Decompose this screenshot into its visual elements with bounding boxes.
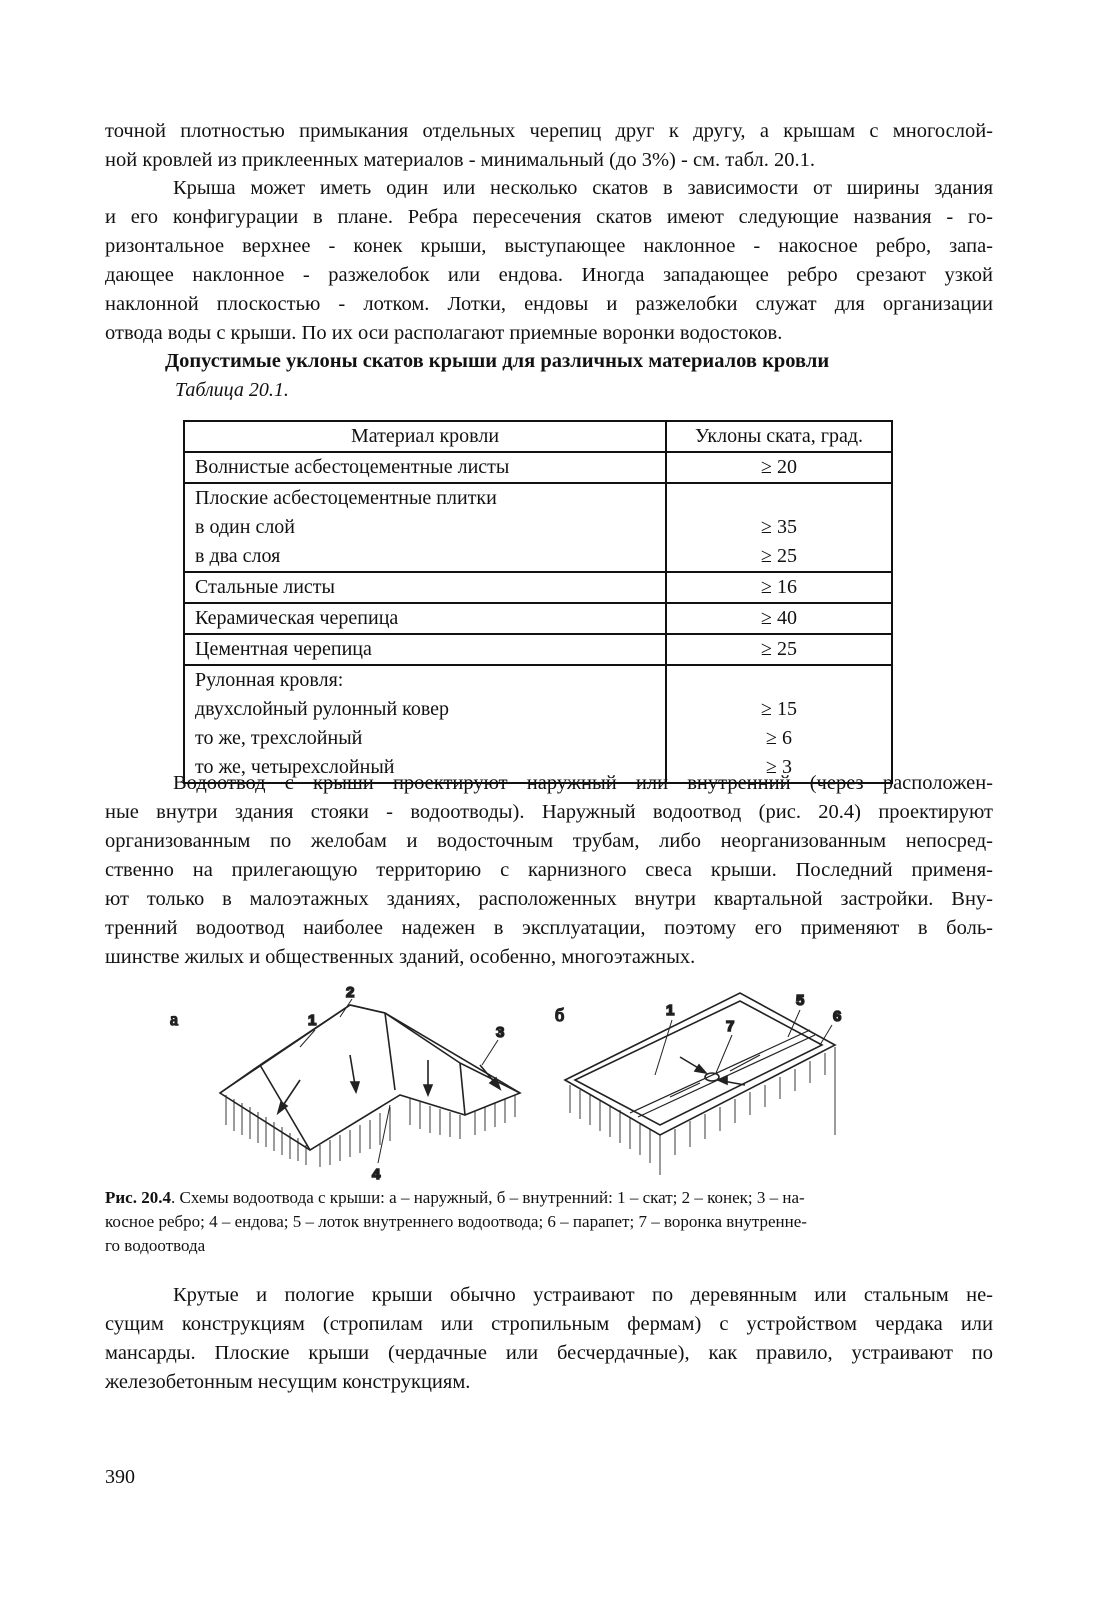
material-text: то же, трехслойный [195,727,363,749]
table-row [184,665,892,783]
table-number: Таблица 20.1. [175,379,289,401]
figure-caption [105,1186,993,1258]
material-text: в два слоя [195,545,281,567]
figure-caption-text: го водоотвода [105,1236,206,1255]
text-line: ной кровлей из приклеенных материалов - минимальный (до 3%) - см. табл. 20.1. [105,149,815,171]
page-number: 390 [105,1466,135,1488]
table-row [184,452,892,483]
table-row [184,572,892,603]
callout-6: 6 [833,1008,842,1025]
header-material: Материал кровли [184,421,666,452]
slope-value: ≥ 40 [761,607,797,629]
callout-b-1: 1 [666,1002,675,1019]
text-line: ственно на прилегающую территорию с карнизного свеса крыши. Последний применя- [105,859,993,881]
material-text: то же, четырехслойный [195,756,395,778]
material-cell [184,483,666,572]
material-cell [184,452,666,483]
material-text: Стальные листы [195,576,335,598]
slope-cell [666,634,892,665]
slope-value: ≥ 25 [761,545,797,567]
callout-2: 2 [346,985,355,1001]
panel-a-label: а [170,1009,178,1029]
callout-3: 3 [496,1024,505,1041]
slope-value: ≥ 15 [761,698,797,720]
text-line: Водоотвод с крыши проектируют наружный или внутренний (через расположен- [173,772,993,794]
paragraph-2 [105,174,993,348]
text-line: организованным по желобам и водосточным трубам, либо неорганизованным непосред- [105,830,993,852]
text-line: ют только в малоэтажных зданиях, расположенных внутри квартальной застройки. Вну- [105,888,993,910]
material-cell [184,634,666,665]
table-header-row [184,421,892,452]
figure-caption-text: . Схемы водоотвода с крыши: а – наружный, б – внутренний: 1 – скат; 2 – конек; 3 – на- [170,1188,805,1207]
slope-cell [666,572,892,603]
text-line: точной плотностью примыкания отдельных черепиц друг к другу, а крышам с многослой- [105,120,993,142]
slope-value [677,666,881,695]
text-line: и его конфигурации в плане. Ребра пересечения скатов имеют следующие названия - го- [105,206,993,228]
text-line: дающее наклонное - разжелобок или ендова. Иногда западающее ребро срезают узкой [105,264,993,286]
wall-hatching [226,1095,515,1167]
slope-value: ≥ 25 [761,638,797,660]
text-line: железобетонным несущим конструкциям. [105,1371,471,1393]
header-slope: Уклоны ската, град. [666,421,892,452]
callout-7: 7 [726,1018,735,1035]
material-text: Рулонная кровля: [195,669,344,691]
paragraph-4 [105,1281,993,1397]
callout-5: 5 [796,992,805,1009]
figure-caption-label: Рис. 20.4 [105,1188,171,1207]
slope-value: ≥ 35 [761,516,797,538]
roof-slope-table [183,420,893,784]
material-text: Плоские асбестоцементные плитки [195,487,497,509]
text-line: ные внутри здания стояки - водоотводы). Наружный водоотвод (рис. 20.4) проектируют [105,801,993,823]
figure-panel-b [555,992,841,1175]
roof-drainage-figure [160,985,880,1185]
text-line: отвода воды с крыши. По их оси располагают приемные воронки водостоков. [105,322,783,344]
material-text: Волнистые асбестоцементные листы [195,456,510,478]
table-row [184,634,892,665]
table-row [184,603,892,634]
slope-cell [666,665,892,783]
figure-caption-text: косное ребро; 4 – ендова; 5 – лоток внутреннего водоотвода; 6 – парапет; 7 – воронка внутренне- [105,1212,807,1231]
material-text: Керамическая черепица [195,607,399,629]
material-cell [184,572,666,603]
material-text: двухслойный рулонный ковер [195,698,450,720]
paragraph-1 [105,117,993,175]
slope-value [677,484,881,513]
slope-cell [666,452,892,483]
slope-cell [666,483,892,572]
text-line: шинстве жилых и общественных зданий, особенно, многоэтажных. [105,946,696,968]
callout-4: 4 [372,1166,381,1183]
text-line: Крыша может иметь один или несколько скатов в зависимости от ширины здания [173,177,993,199]
material-cell [184,603,666,634]
text-line: ризонтальное верхнее - конек крыши, выступающее наклонное - накосное ребро, запа- [105,235,993,257]
text-line: Крутые и пологие крыши обычно устраивают по деревянным или стальным не- [173,1284,993,1306]
paragraph-3 [105,769,993,972]
text-line: наклонной плоскостью - лотком. Лотки, ендовы и разжелобки служат для организации [105,293,993,315]
callout-1: 1 [308,1012,317,1029]
table-title: Допустимые уклоны скатов крыши для различных материалов кровли [165,350,830,372]
table-row [184,483,892,572]
material-text: в один слой [195,516,296,538]
panel-b-label: б [555,1005,565,1025]
slope-cell [666,603,892,634]
slope-value: ≥ 3 [766,756,792,778]
text-line: мансарды. Плоские крыши (чердачные или бесчердачные), как правило, устраивают по [105,1342,993,1364]
text-line: сущим конструкциям (стропилам или стропильным фермам) с устройством чердака или [105,1313,993,1335]
slope-value: ≥ 20 [761,456,797,478]
material-text: Цементная черепица [195,638,372,660]
material-cell [184,665,666,783]
slope-value: ≥ 16 [761,576,797,598]
text-line: тренний водоотвод наиболее надежен в эксплуатации, поэтому его применяют в боль- [105,917,993,939]
figure-panel-a [170,985,520,1183]
slope-value: ≥ 6 [766,727,792,749]
